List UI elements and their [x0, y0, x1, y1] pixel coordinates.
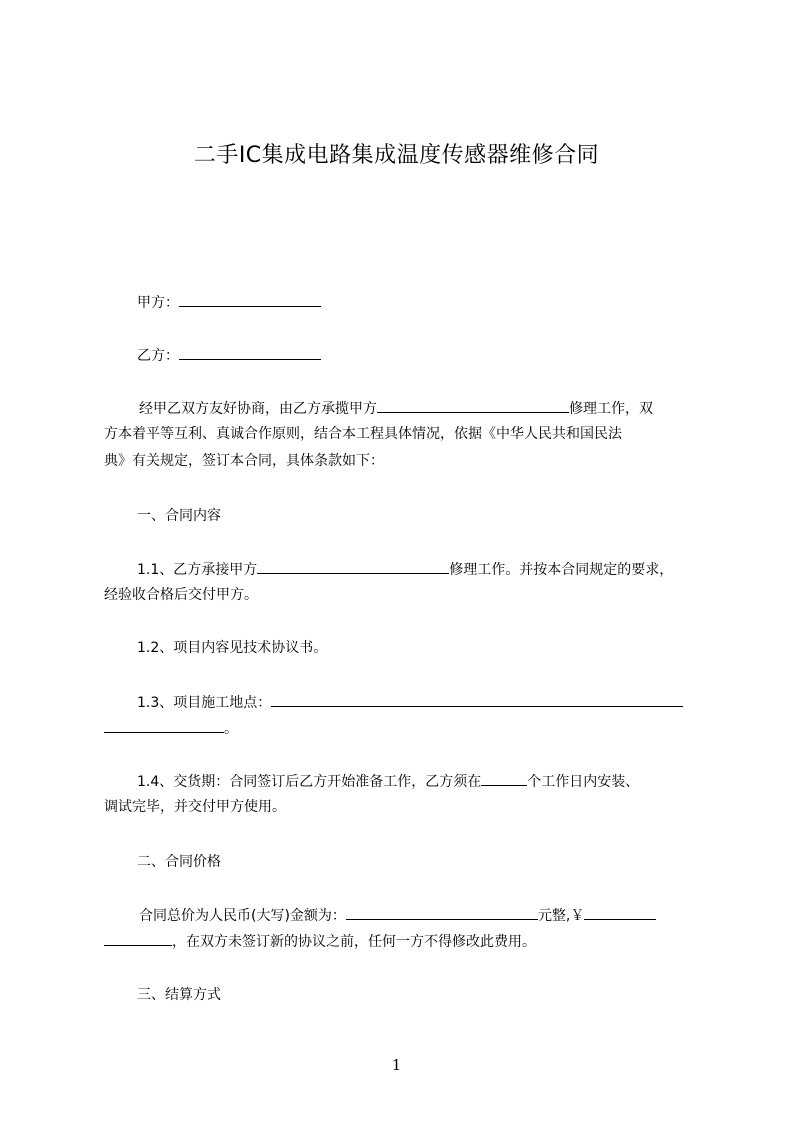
clause-1-4-line-2: 调试完毕，并交付甲方使用。	[104, 799, 286, 815]
clause-1-3-blank-2	[104, 718, 224, 733]
clause-1-4-text-a: 1.4、交货期：合同签订后乙方开始准备工作，乙方须在	[137, 774, 482, 790]
party-a-blank	[179, 292, 321, 307]
intro-line-1	[139, 398, 653, 419]
intro-line-3: 典》有关规定，签订本合同，具体条款如下：	[104, 453, 384, 469]
price-words-blank	[346, 905, 538, 920]
clause-1-4-blank	[481, 771, 527, 786]
clause-1-4-line-1	[137, 771, 639, 792]
clause-1-1-blank	[257, 559, 449, 574]
section-3-heading: 三、结算方式	[137, 987, 221, 1003]
clause-1-4-text-b: 个工作日内安装、	[527, 774, 640, 790]
intro-text-1a: 经甲乙双方友好协商，由乙方承揽甲方	[139, 401, 377, 417]
clause-1-3-line-1	[137, 692, 683, 713]
clause-1-3-blank-1	[271, 692, 683, 707]
intro-text-1b: 修理工作，双	[569, 401, 653, 417]
clause-1-2: 1.2、项目内容见技术协议书。	[137, 640, 328, 656]
price-line-1	[139, 905, 656, 926]
intro-blank	[377, 398, 569, 413]
price-text-2: ，在双方未签订新的协议之前，任何一方不得修改此费用。	[172, 934, 536, 950]
clause-1-3-line-2	[104, 718, 238, 739]
price-amount-blank-2	[104, 931, 172, 946]
price-amount-blank-1	[584, 905, 656, 920]
price-text-b: 元整,￥	[537, 908, 585, 924]
clause-1-1-line-1	[137, 559, 673, 580]
page-number: 1	[391, 1056, 402, 1074]
party-b-line	[137, 345, 321, 366]
clause-1-3-text: 1.3、项目施工地点：	[137, 695, 272, 711]
section-2-heading: 二、合同价格	[137, 854, 221, 870]
party-a-label: 甲方：	[137, 295, 179, 311]
section-1-heading: 一、合同内容	[137, 508, 221, 524]
clause-1-3-end: 。	[224, 721, 238, 737]
document-title: 二手IC集成电路集成温度传感器维修合同	[193, 143, 600, 168]
clause-1-1-text-a: 1.1、乙方承接甲方	[137, 562, 258, 578]
party-a-line	[137, 292, 321, 313]
price-text-a: 合同总价为人民币(大写)金额为：	[139, 908, 346, 924]
clause-1-1-text-b: 修理工作。并按本合同规定的要求，	[449, 562, 674, 578]
clause-1-1-line-2: 经验收合格后交付甲方。	[104, 587, 258, 603]
party-b-label: 乙方：	[137, 348, 179, 364]
party-b-blank	[179, 345, 321, 360]
price-line-2	[104, 931, 536, 952]
intro-line-2: 方本着平等互利、真诚合作原则，结合本工程具体情况，依据《中华人民共和国民法	[104, 426, 622, 442]
